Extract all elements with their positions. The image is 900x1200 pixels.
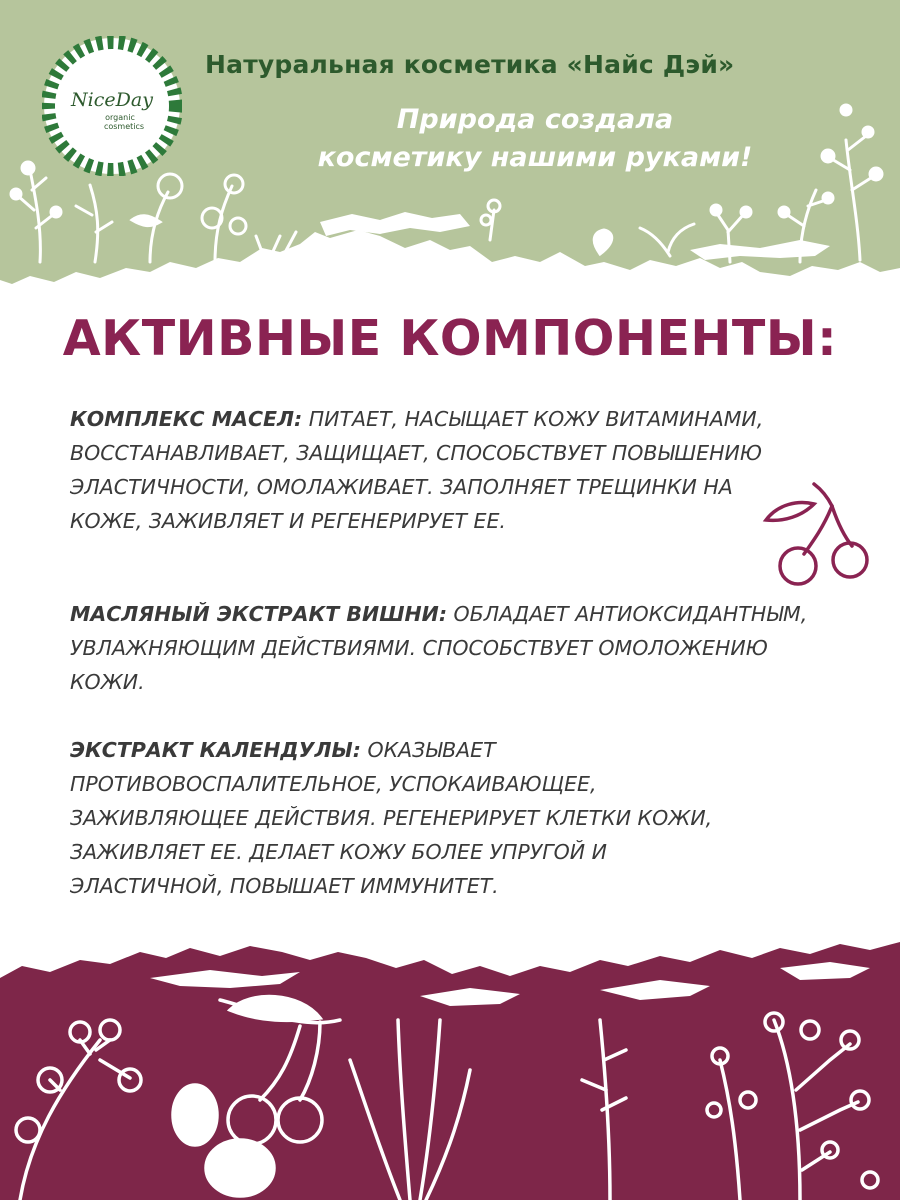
ingredient-line: ВОССТАНАВЛИВАЕТ, ЗАЩИЩАЕТ, СПОСОБСТВУЕТ ПОВЫШЕНИЮ xyxy=(70,441,763,465)
brand-logo xyxy=(42,36,182,176)
cherry-icon xyxy=(758,470,878,590)
ingredient-line: ЗАЖИВЛЯЕТ ЕЕ. ДЕЛАЕТ КОЖУ БОЛЕЕ УПРУГОЙ И xyxy=(70,840,607,864)
logo-sub2: cosmetics xyxy=(103,122,145,131)
ingredient-line xyxy=(70,597,840,631)
ingredient-line: ЗАЖИВЛЯЮЩЕЕ ДЕЙСТВИЯ. РЕГЕНЕРИРУЕТ КЛЕТКИ КОЖИ, xyxy=(70,806,713,830)
ingredient-line: КОЖИ. xyxy=(70,670,145,694)
ingredient-line: КОЖЕ, ЗАЖИВЛЯЕТ И РЕГЕНЕРИРУЕТ ЕЕ. xyxy=(70,509,506,533)
ingredient-line: ЭЛАСТИЧНОСТИ, ОМОЛАЖИВАЕТ. ЗАПОЛНЯЕТ ТРЕЩИНКИ НА xyxy=(70,475,733,499)
ingredient-label: ЭКСТРАКТ КАЛЕНДУЛЫ: xyxy=(70,738,361,762)
ingredient-calendula-extract xyxy=(70,733,840,903)
ingredient-label: МАСЛЯНЫЙ ЭКСТРАКТ ВИШНИ: xyxy=(70,602,448,626)
logo-name: NiceDay xyxy=(71,89,153,111)
ingredient-line xyxy=(70,733,840,767)
brand-slogan xyxy=(190,101,880,177)
ingredient-line: ЭЛАСТИЧНОЙ, ПОВЫШАЕТ ИММУНИТЕТ. xyxy=(70,874,499,898)
page-title: АКТИВНЫЕ КОМПОНЕНТЫ: xyxy=(62,310,838,367)
ingredient-line: УВЛАЖНЯЮЩИМ ДЕЙСТВИЯМИ. СПОСОБСТВУЕТ ОМОЛОЖЕНИЮ xyxy=(70,636,768,660)
ingredient-text: ОБЛАДАЕТ АНТИОКСИДАНТНЫМ, xyxy=(447,602,808,626)
logo-sub1: organic xyxy=(105,113,135,122)
brand-tagline: Натуральная косметика «Найс Дэй» xyxy=(205,50,735,79)
ingredient-text: ПИТАЕТ, НАСЫЩАЕТ КОЖУ ВИТАМИНАМИ, xyxy=(302,407,764,431)
slogan-line-2: косметику нашими руками! xyxy=(317,142,753,173)
slogan-line-1: Природа создала xyxy=(396,104,674,135)
ingredient-oils-complex xyxy=(70,402,840,538)
ingredient-cherry-extract xyxy=(70,597,840,699)
ingredient-label: КОМПЛЕКС МАСЕЛ: xyxy=(70,407,303,431)
ingredient-line: ПРОТИВОВОСПАЛИТЕЛЬНОЕ, УСПОКАИВАЮЩЕЕ, xyxy=(70,772,597,796)
ingredient-text: ОКАЗЫВАЕТ xyxy=(360,738,496,762)
ingredient-line xyxy=(70,402,840,436)
